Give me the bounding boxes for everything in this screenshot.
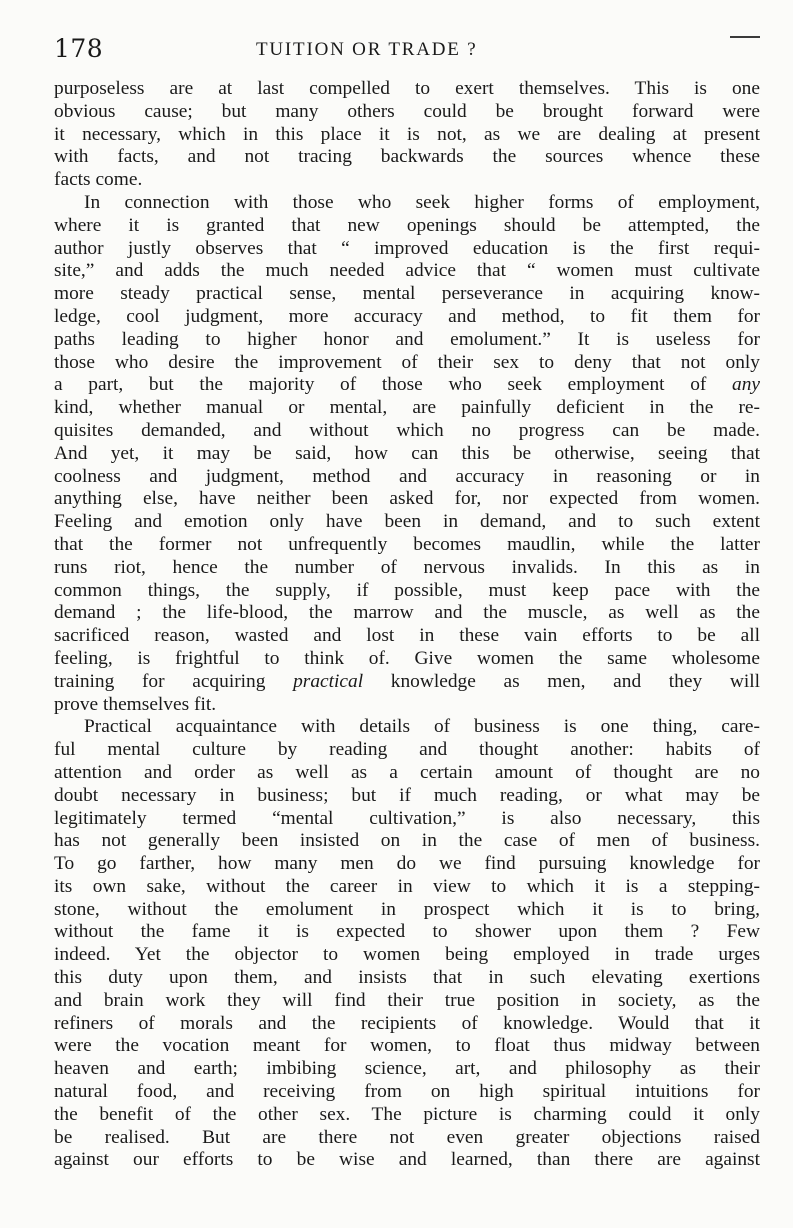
text-line: legitimately termed “mental cultivation,” is also necessary, this bbox=[54, 807, 760, 829]
text-line: its own sake, without the career in view to which it is a stepping- bbox=[54, 875, 760, 897]
paragraph bbox=[54, 78, 760, 192]
text-line: has not generally been insisted on in the case of men of business. bbox=[54, 830, 760, 852]
text-line: Practical acquaintance with details of business is one thing, care- bbox=[84, 716, 760, 738]
text-line: without the fame it is expected to shower upon them ? Few bbox=[54, 921, 760, 943]
text-line: ledge, cool judgment, more accuracy and method, to fit them for bbox=[54, 305, 760, 327]
text-line: and brain work they will find their true position in society, as the bbox=[54, 989, 760, 1011]
text-line: natural food, and receiving from on high spiritual intuitions for bbox=[54, 1081, 760, 1103]
page-header bbox=[54, 34, 754, 70]
text-line: obvious cause; but many others could be brought forward were bbox=[54, 100, 760, 122]
text-line: paths leading to higher honor and emolument.” It is useless for bbox=[54, 328, 760, 350]
text-line: Feeling and emotion only have been in demand, and to such extent bbox=[54, 511, 760, 533]
paragraph bbox=[54, 716, 760, 1172]
text-line: where it is granted that new openings should be attempted, the bbox=[54, 214, 760, 236]
text-line: a part, but the majority of those who seek employment of any bbox=[54, 374, 760, 396]
text-line: the benefit of the other sex. The picture is charming could it only bbox=[54, 1103, 760, 1125]
text-line: against our efforts to be wise and learned, than there are against bbox=[54, 1149, 760, 1171]
text-line: refiners of morals and the recipients of knowledge. Would that it bbox=[54, 1012, 760, 1034]
text-line: purposeless are at last compelled to exert themselves. This is one bbox=[54, 78, 760, 99]
text-line: runs riot, hence the number of nervous invalids. In this as in bbox=[54, 556, 760, 578]
running-head: TUITION OR TRADE ? bbox=[256, 39, 478, 60]
text-line: feeling, is frightful to think of. Give women the same wholesome bbox=[54, 647, 760, 669]
text-line: training for acquiring practical knowledge as men, and they will bbox=[54, 670, 760, 692]
text-line: sacrificed reason, wasted and lost in these vain efforts to be all bbox=[54, 625, 760, 647]
text-line: prove themselves fit. bbox=[54, 693, 217, 715]
text-line: were the vocation meant for women, to float thus midway between bbox=[54, 1035, 760, 1057]
text-line: demand ; the life-blood, the marrow and the muscle, as well as the bbox=[54, 602, 760, 624]
text-line: be realised. But are there not even greater objections raised bbox=[54, 1126, 760, 1148]
text-line: To go farther, how many men do we find pursuing knowledge for bbox=[54, 853, 760, 875]
text-line: kind, whether manual or mental, are painfully deficient in the re- bbox=[54, 397, 760, 419]
text-line: stone, without the emolument in prospect which it is to bring, bbox=[54, 898, 760, 920]
text-line: those who desire the improvement of their sex to deny that not only bbox=[54, 351, 760, 373]
text-line: coolness and judgment, method and accuracy in reasoning or in bbox=[54, 465, 760, 487]
text-line: ful mental culture by reading and thought another: habits of bbox=[54, 739, 760, 761]
text-line: site,” and adds the much needed advice that “ women must cultivate bbox=[54, 260, 760, 282]
text-line: common things, the supply, if possible, must keep pace with the bbox=[54, 579, 760, 601]
page-number: 178 bbox=[54, 34, 104, 63]
header-rule bbox=[730, 36, 760, 38]
text-line: anything else, have neither been asked for, nor expected from women. bbox=[54, 488, 760, 510]
text-line: In connection with those who seek higher forms of employment, bbox=[84, 191, 760, 213]
text-line: doubt necessary in business; but if much reading, or what may be bbox=[54, 784, 760, 806]
text-line: quisites demanded, and without which no progress can be made. bbox=[54, 419, 760, 441]
text-line: it necessary, which in this place it is not, as we are dealing at present bbox=[54, 123, 760, 145]
text-line: that the former not unfrequently becomes maudlin, while the latter bbox=[54, 533, 760, 555]
emphasis: practical bbox=[293, 670, 364, 692]
text-line: indeed. Yet the objector to women being employed in trade urges bbox=[54, 944, 760, 966]
text-line: this duty upon them, and insists that in such elevating exertions bbox=[54, 967, 760, 989]
text-line: more steady practical sense, mental perseverance in acquiring know- bbox=[54, 283, 760, 305]
text-line: facts come. bbox=[54, 169, 143, 191]
body-text bbox=[54, 78, 760, 1172]
text-line: And yet, it may be said, how can this be otherwise, seeing that bbox=[54, 442, 760, 464]
text-line: author justly observes that “ improved education is the first requi- bbox=[54, 237, 760, 259]
text-line: with facts, and not tracing backwards the sources whence these bbox=[54, 146, 760, 168]
emphasis: any bbox=[732, 374, 760, 396]
text-line: heaven and earth; imbibing science, art, and philosophy as their bbox=[54, 1058, 760, 1080]
paragraph bbox=[54, 192, 760, 716]
text-line: attention and order as well as a certain amount of thought are no bbox=[54, 761, 760, 783]
